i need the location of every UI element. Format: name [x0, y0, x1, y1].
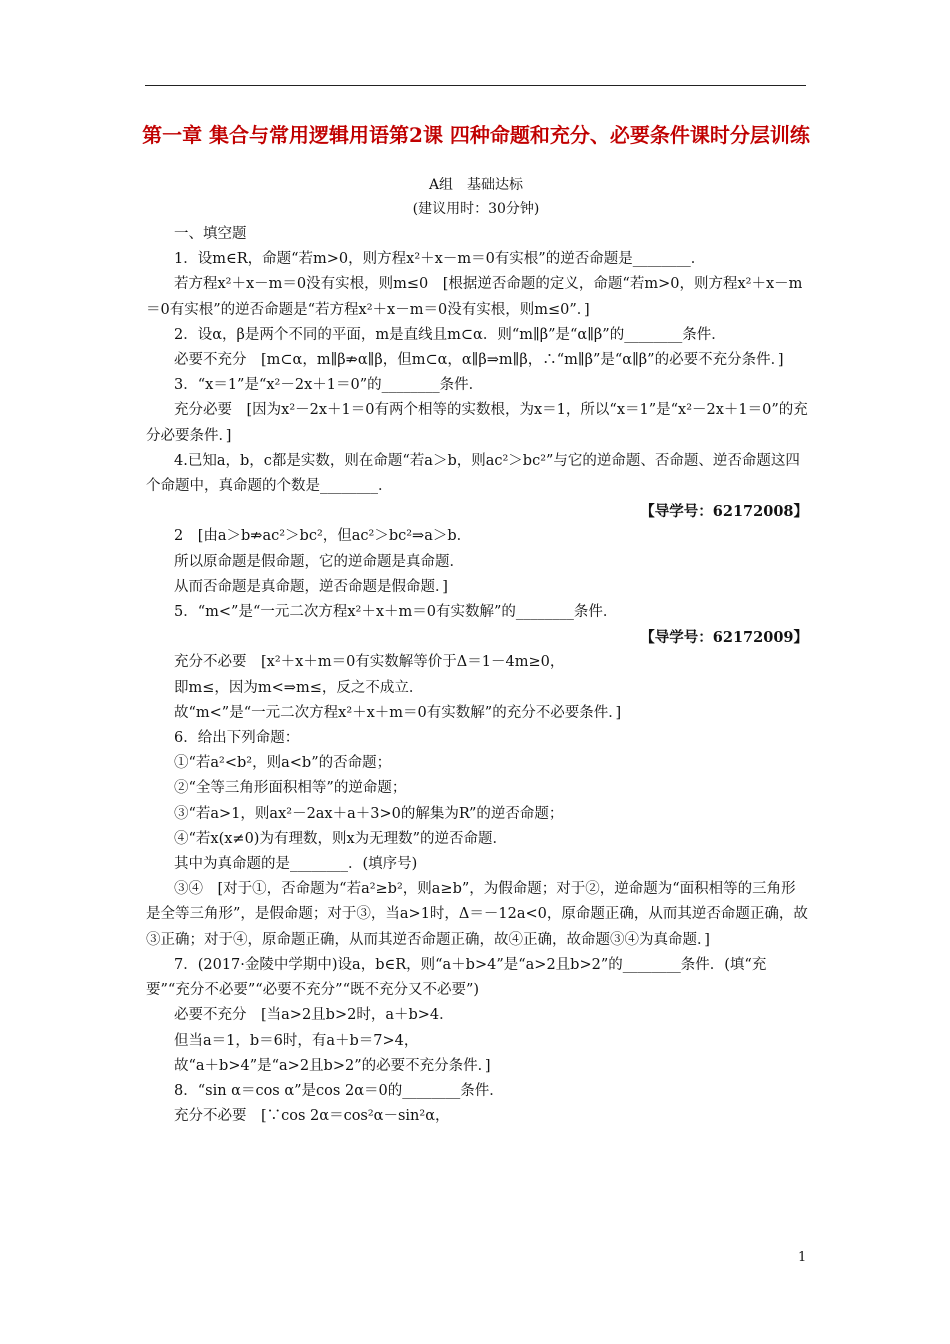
text-line: 必要不充分 [当a>2且b>2时，a＋b>4． [174, 1007, 454, 1024]
text-line: 3．“x＝1”是“x²－2x＋1＝0”的________条件． [174, 377, 484, 394]
text-line: 7．(2017·金陵中学期中)设a，b∈R，则“a＋b>4”是“a>2且b>2”的________条件．(填“充要”“充分不必要”“必要不充分”“既不充分又不必要”) [146, 956, 767, 999]
text-line: ④“若x(x≠0)为有理数，则x为无理数”的逆否命题． [174, 830, 508, 847]
text-line: 5．“m<”是“一元二次方程x²＋x＋m＝0有实数解”的________条件． [174, 604, 618, 621]
text-line: ③④ [对于①，否命题为“若a²≥b²，则a≥b”，为假命题；对于②，逆命题为“面积相等的三角形是全等三角形”，是假命题；对于③，当a>1时，Δ＝－12a<0，原命题正确，从而其逆否命题正确，故③正确；对于④，原命题正确，从而其逆否命题正确，故④正确，故命题③④为真命题．] [146, 881, 808, 948]
text-line: 故“a＋b>4”是“a>2且b>2”的必要不充分条件．] [174, 1057, 491, 1074]
text-line: 所以原命题是假命题，它的逆命题是真命题． [174, 553, 464, 570]
text-line: 2 [由a＞b⇏ac²＞bc²，但ac²＞bc²⇒a＞b． [174, 528, 472, 545]
text-line: 4.已知a，b，c都是实数，则在命题“若a＞b，则ac²＞bc²”与它的逆命题、否命题、逆否命题这四个命题中，真命题的个数是________． [146, 452, 800, 495]
text-line: 充分不必要 [∵cos 2α＝cos²α－sin²α， [174, 1108, 450, 1125]
header-rule [145, 85, 806, 86]
reference-number: 【导学号：62172009】 [640, 629, 808, 647]
document-body [146, 222, 808, 1129]
text-line: 1．设m∈R，命题“若m>0，则方程x²＋x－m＝0有实根”的逆否命题是________． [174, 251, 706, 268]
text-line: ②“全等三角形面积相等”的逆命题； [174, 780, 407, 797]
text-line: 从而否命题是真命题，逆否命题是假命题．] [174, 578, 448, 595]
page-number: 1 [798, 1250, 807, 1265]
text-line: 即m≤，因为m<⇒m≤，反之不成立． [174, 679, 424, 696]
reference-number: 【导学号：62172008】 [640, 503, 808, 521]
text-line: 充分必要 [因为x²－2x＋1＝0有两个相等的实数根，为x＝1，所以“x＝1”是“x²－2x＋1＝0”的充分必要条件．] [146, 402, 808, 444]
text-line: ①“若a²<b²，则a<b”的否命题； [174, 755, 392, 772]
text-line: 必要不充分 [m⊂α，m∥β⇏α∥β，但m⊂α，α∥β⇒m∥β，∴“m∥β”是“α∥β”的必要不充分条件．] [174, 352, 784, 369]
text-line: 8．“sin α＝cos α”是cos 2α＝0的________条件． [174, 1082, 504, 1099]
page-title: 第一章 集合与常用逻辑用语第2课 四种命题和充分、必要条件课时分层训练 [142, 123, 810, 147]
group-label: A组 基础达标 [428, 177, 524, 193]
text-line: 6．给出下列命题： [174, 730, 300, 747]
text-line: ③“若a>1，则ax²－2ax＋a＋3>0的解集为R”的逆否命题； [174, 805, 564, 822]
text-line: 但当a＝1，b＝6时，有a＋b＝7>4， [174, 1032, 419, 1049]
text-line: 若方程x²＋x－m＝0没有实根，则m≤0 [根据逆否命题的定义，命题“若m>0，则方程x²＋x－m＝0有实根”的逆否命题是“若方程x²＋x－m＝0没有实根，则m≤0”．] [146, 276, 803, 318]
text-line: 2．设α，β是两个不同的平面，m是直线且m⊂α．则“m∥β”是“α∥β”的________条件． [174, 326, 726, 343]
text-line: 故“m<”是“一元二次方程x²＋x＋m＝0有实数解”的充分不必要条件．] [174, 704, 622, 721]
time-hint: (建议用时：30分钟) [412, 201, 540, 217]
text-line: 充分不必要 [x²＋x＋m＝0有实数解等价于Δ＝1－4m≥0， [174, 654, 565, 671]
text-line: 其中为真命题的是________．(填序号) [174, 856, 418, 873]
text-line: 一、填空题 [174, 226, 247, 242]
